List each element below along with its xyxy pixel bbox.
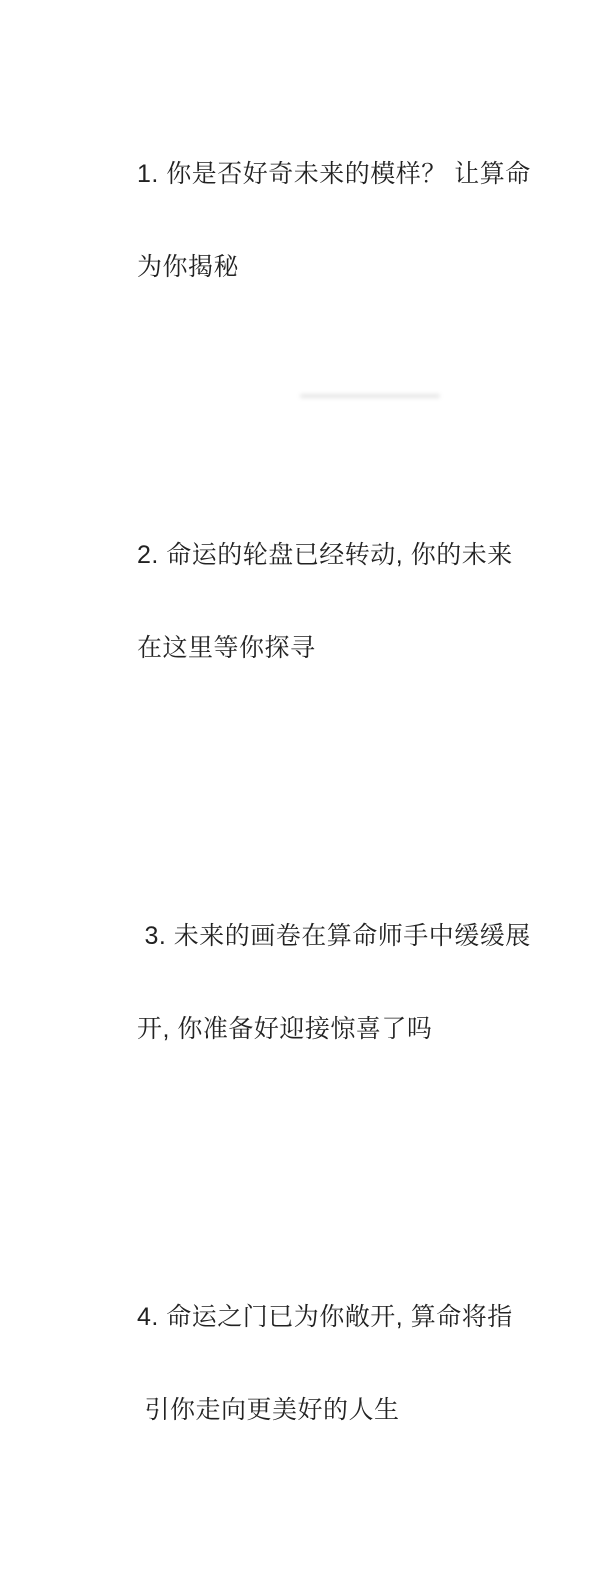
quote-item-1-line-2: 为你揭秘 — [137, 253, 240, 281]
quote-item-4-line-1: 4. 命运之门已为你敞开, 算命将指 — [137, 1303, 513, 1331]
quote-list — [137, 4, 557, 1590]
quote-item-4 — [137, 1240, 557, 1488]
quote-item-2-line-2: 在这里等你探寻 — [137, 634, 316, 662]
quote-item-2 — [137, 478, 557, 726]
cropped-next-line-remnant — [300, 394, 440, 398]
quote-item-1-line-1: 1. 你是否好奇未来的模样？ 让算命 — [137, 160, 531, 188]
quote-item-3-line-1: 3. 未来的画卷在算命师手中缓缓展 — [137, 922, 531, 950]
quote-item-2-line-1: 2. 命运的轮盘已经转动, 你的未来 — [137, 541, 513, 569]
quote-item-4-line-2: 引你走向更美好的人生 — [137, 1396, 400, 1424]
quote-item-3 — [137, 859, 557, 1107]
quote-item-1 — [137, 97, 557, 345]
quote-item-3-line-2: 开, 你准备好迎接惊喜了吗 — [137, 1015, 433, 1043]
